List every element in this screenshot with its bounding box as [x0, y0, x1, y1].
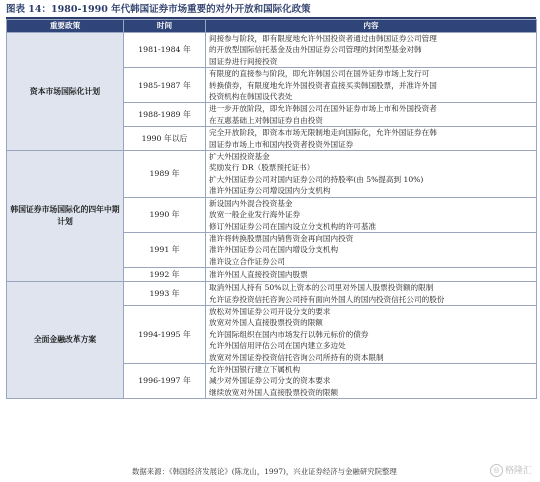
content-line: 准许外国证券公司在国内增设分支机构 — [209, 245, 339, 255]
content-cell — [206, 305, 537, 363]
content-line: 完全开放阶段，即资本市场无限制地走向国际化，允许外国证券在韩 — [209, 128, 437, 138]
content-line: 扩大外国投资基金 — [209, 152, 270, 162]
time-cell: 1990 年 — [124, 197, 206, 232]
header-time: 时间 — [124, 20, 206, 33]
policy-table — [6, 19, 537, 399]
content-line: 允许证券投资信托咨询公司持有面向外国人的国内投资信托公司的股份 — [209, 294, 445, 304]
content-line: 取消外国人持有 50%以上资本的公司里对外国人股票投资额的限制 — [209, 283, 434, 293]
watermark-text: 格隆汇 — [504, 466, 532, 476]
time-cell: 1981-1984 年 — [124, 33, 206, 68]
content-line: 国证券市场上市和国内投资者投资外国证券 — [209, 139, 354, 149]
content-line: 允许国际组织在国内市场发行以韩元标价的债券 — [209, 329, 369, 339]
content-line: 奖励发行 DR（股票预托证书） — [209, 163, 315, 173]
time-cell: 1988-1989 年 — [124, 103, 206, 127]
content-cell — [206, 363, 537, 398]
content-cell — [206, 197, 537, 232]
time-cell: 1993 年 — [124, 282, 206, 306]
figure-title: 图表 14：1980-1990 年代韩国证券市场重要的对外开放和国际化政策 — [6, 4, 311, 15]
content-cell — [206, 232, 537, 267]
content-line: 准许外国证券公司增设国内分支机构 — [209, 186, 331, 196]
content-line: 准许设立合作证券公司 — [209, 256, 285, 266]
content-cell — [206, 33, 537, 68]
content-line: 间接参与阶段，即有限度地允许外国投资者通过由韩国证券公司管理 — [209, 34, 437, 43]
table-row — [7, 282, 537, 306]
content-line: 放宽对外国人直接股票投资的限额 — [209, 318, 323, 328]
content-line: 减少对外国证券公司分支的资本要求 — [209, 376, 331, 386]
time-cell: 1989 年 — [124, 151, 206, 198]
table-header-row — [7, 20, 537, 33]
time-cell: 1996-1997 年 — [124, 363, 206, 398]
content-line: 允许外国银行建立下属机构 — [209, 364, 301, 374]
content-line: 有限度的直接参与阶段，即允许韩国公司在国外证券市场上发行可 — [209, 69, 430, 79]
header-content: 内容 — [206, 20, 537, 33]
content-line: 继续放宽对外国人直接股票投资的限额 — [209, 387, 339, 397]
content-cell — [206, 68, 537, 103]
content-line: 修订外国证券公司在国内设立分支机构的许可基准 — [209, 221, 377, 231]
table-row — [7, 151, 537, 198]
header-policy: 重要政策 — [7, 20, 124, 33]
content-line: 准许外国人直接投资国内股票 — [209, 269, 308, 279]
policy-category-cell: 韩国证券市场国际化的四年中期计划 — [7, 151, 124, 282]
content-line: 允许外国信用评估公司在国内建立多边处 — [209, 341, 346, 351]
watermark-logo-icon: ◎ — [490, 464, 503, 477]
time-cell: 1985-1987 年 — [124, 68, 206, 103]
content-cell — [206, 282, 537, 306]
policy-category-cell: 资本市场国际化计划 — [7, 33, 124, 151]
content-line: 准许将转换股票国内销售资金再向国内投资 — [209, 233, 354, 243]
content-line: 放宽一般企业发行海外证券 — [209, 210, 301, 220]
source-note: 数据来源：《韩国经济发展论》(陈龙山，1997)，兴业证券经济与金融研究院整理 — [132, 467, 397, 476]
time-cell: 1992 年 — [124, 268, 206, 282]
content-line: 在互惠基础上对韩国证券自由投资 — [209, 115, 323, 125]
content-line: 国证券进行间接投资 — [209, 56, 278, 66]
policy-category-cell: 全面金融改革方案 — [7, 282, 124, 399]
content-line: 扩大外国证券公司对国内证券公司的持股率(由 5%提高到 10%) — [209, 174, 424, 184]
content-cell — [206, 127, 537, 151]
content-line: 新设国内外混合投资基金 — [209, 198, 293, 208]
watermark — [490, 464, 532, 478]
time-cell: 1991 年 — [124, 232, 206, 267]
content-line: 放松对外国证券公司开设分支的要求 — [209, 306, 331, 316]
content-cell — [206, 268, 537, 282]
content-line: 的开放型国际信托基金及由外国证券公司管理的封闭型基金对韩 — [209, 45, 422, 55]
content-line: 进一步开放阶段，即允许韩国公司在国外证券市场上市和外国投资者 — [209, 104, 437, 114]
content-line: 转换债券，有限度地允许外国投资者直接买卖韩国股票，并准许外国 — [209, 80, 437, 90]
table-row — [7, 33, 537, 68]
content-line: 放宽对外国证券投资信托咨询公司所持有的资本限制 — [209, 352, 384, 362]
content-cell — [206, 103, 537, 127]
time-cell: 1990 年以后 — [124, 127, 206, 151]
content-cell — [206, 151, 537, 198]
table-body — [7, 33, 537, 399]
content-line: 投资机构在韩国设代表处 — [209, 92, 293, 102]
time-cell: 1994-1995 年 — [124, 305, 206, 363]
